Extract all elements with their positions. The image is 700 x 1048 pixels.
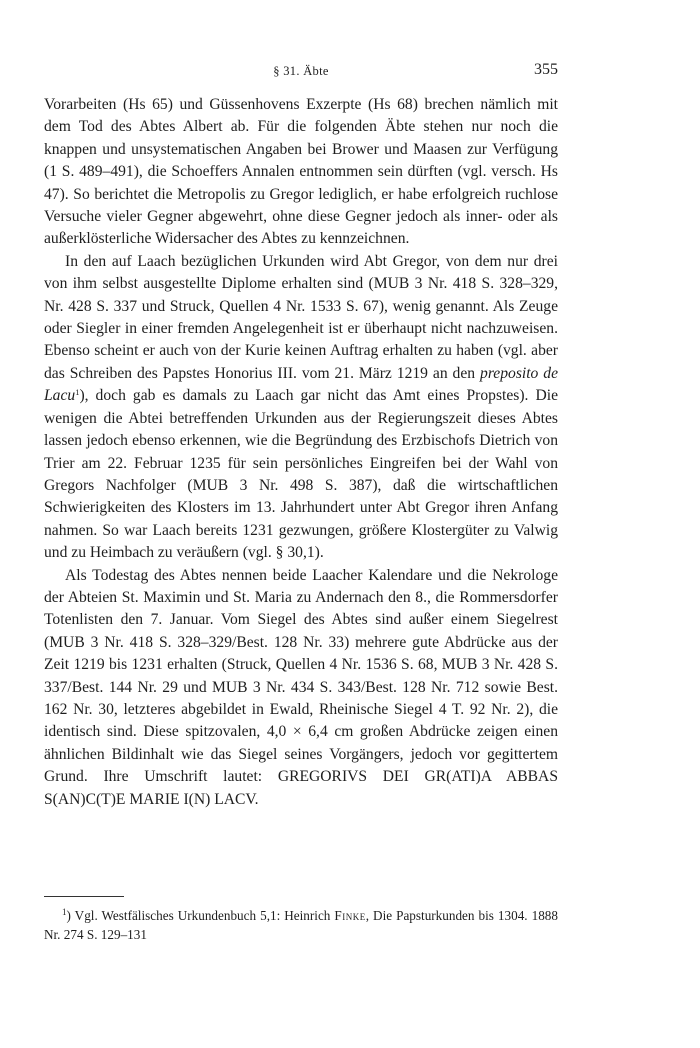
footnote xyxy=(44,906,558,944)
footnote-divider xyxy=(44,896,124,897)
footnote-author: Finke xyxy=(334,908,366,923)
main-text xyxy=(44,94,558,811)
italic-citation: preposito de Lacu xyxy=(44,364,559,405)
paragraph-2-text-a: In den auf Laach bezüglichen Urkunden wird Abt Gregor, von dem nur drei von ihm selbst ausgestellte Diplome erhalten sind (MUB 3 Nr. 418 S. 328–329, Nr. 428 S. 337 und Struck, Quellen 4 Nr. 1533 S. 67), wenig genannt. Als Zeuge oder Siegler in einer fremden Angelegenheit ist er überhaupt nicht nachzuweisen. Ebenso scheint er auch von der Kurie keinen Auftrag erhalten zu haben (vgl. aber das Schreiben des Papstes Honorius III. vom 21. März 1219 an den xyxy=(44,252,558,382)
paragraph-2 xyxy=(44,251,558,565)
footnote-mark: 1 xyxy=(62,907,67,917)
footnote-reference[interactable]: 1 xyxy=(75,387,80,398)
footnote-text-b: , Die Papsturkunden bis 1304. 1888 Nr. 274 S. 129–131 xyxy=(44,908,558,942)
running-head xyxy=(44,61,558,83)
running-title: § 31. Äbte xyxy=(273,64,329,78)
paragraph-3: Als Todestag des Abtes nennen beide Laacher Kalendare und die Nekrologe der Abteien St. Maximin und St. Maria zu Andernach den 8., die Rommersdorfer Totenlisten den 7. Januar. Vom Siegel des Abtes sind außer einem Siegelrest (MUB 3 Nr. 418 S. 328–329/Best. 128 Nr. 33) mehrere gute Abdrücke aus der Zeit 1219 bis 1231 erhalten (Struck, Quellen 4 Nr. 1536 S. 68, MUB 3 Nr. 428 S. 337/Best. 144 Nr. 29 und MUB 3 Nr. 434 S. 343/Best. 128 Nr. 712 sowie Best. 162 Nr. 30, letzteres abgebildet in Ewald, Rheinische Siegel 4 T. 92 Nr. 2), die identisch sind. Diese spitzovalen, 4,0 × 6,4 cm großen Abdrücke zeigen einen ähnlichen Bildinhalt wie das Siegel seines Vorgängers, jedoch vor gegittertem Grund. Ihre Umschrift lautet: GREGORIVS DEI GR(ATI)A ABBAS S(AN)C(T)E MARIE I(N) LACV. xyxy=(44,566,558,808)
footnote-text-a: Vgl. Westfälisches Urkundenbuch 5,1: Heinrich xyxy=(74,908,335,923)
footnote-paren: ) xyxy=(66,908,75,923)
paragraph-1: Vorarbeiten (Hs 65) und Güssenhovens Exzerpte (Hs 68) brechen nämlich mit dem Tod des Abtes Albert ab. Für die folgenden Äbte stehen nur noch die knappen und unsystematischen Angaben bei Brower und Maasen zur Verfügung (1 S. 489–491), die Schoeffers Annalen entnommen sein dürften (vgl. versch. Hs 47). So berichtet die Metropolis zu Gregor lediglich, er habe erfolgreich ruchlose Versuche vieler Gegner abgewehrt, ohne diese Gegner jedoch als inner- oder als außerklösterliche Widersacher des Abtes zu kennzeichnen. xyxy=(44,96,558,248)
paragraph-2-text-b: ), doch gab es damals zu Laach gar nicht das Amt eines Propstes). Die wenigen die Abtei betreffenden Urkunden aus der Regierungszeit dieses Abtes lassen jedoch ebenso erkennen, wie die Begründung des Erzbischofs Dietrich von Trier am 22. Februar 1235 für sein persönliches Eingreifen bei der Wahl von Gregors Nachfolger (MUB 3 Nr. 498 S. 387), daß die wirtschaftlichen Schwierigkeiten des Klosters im 13. Jahrhundert unter Abt Gregor ihren Anfang nahmen. So war Laach bereits 1231 gezwungen, größere Klostergüter zu Valwig und zu Heimbach zu veräußern (vgl. § 30,1). xyxy=(44,387,558,562)
page-number: 355 xyxy=(534,61,558,78)
